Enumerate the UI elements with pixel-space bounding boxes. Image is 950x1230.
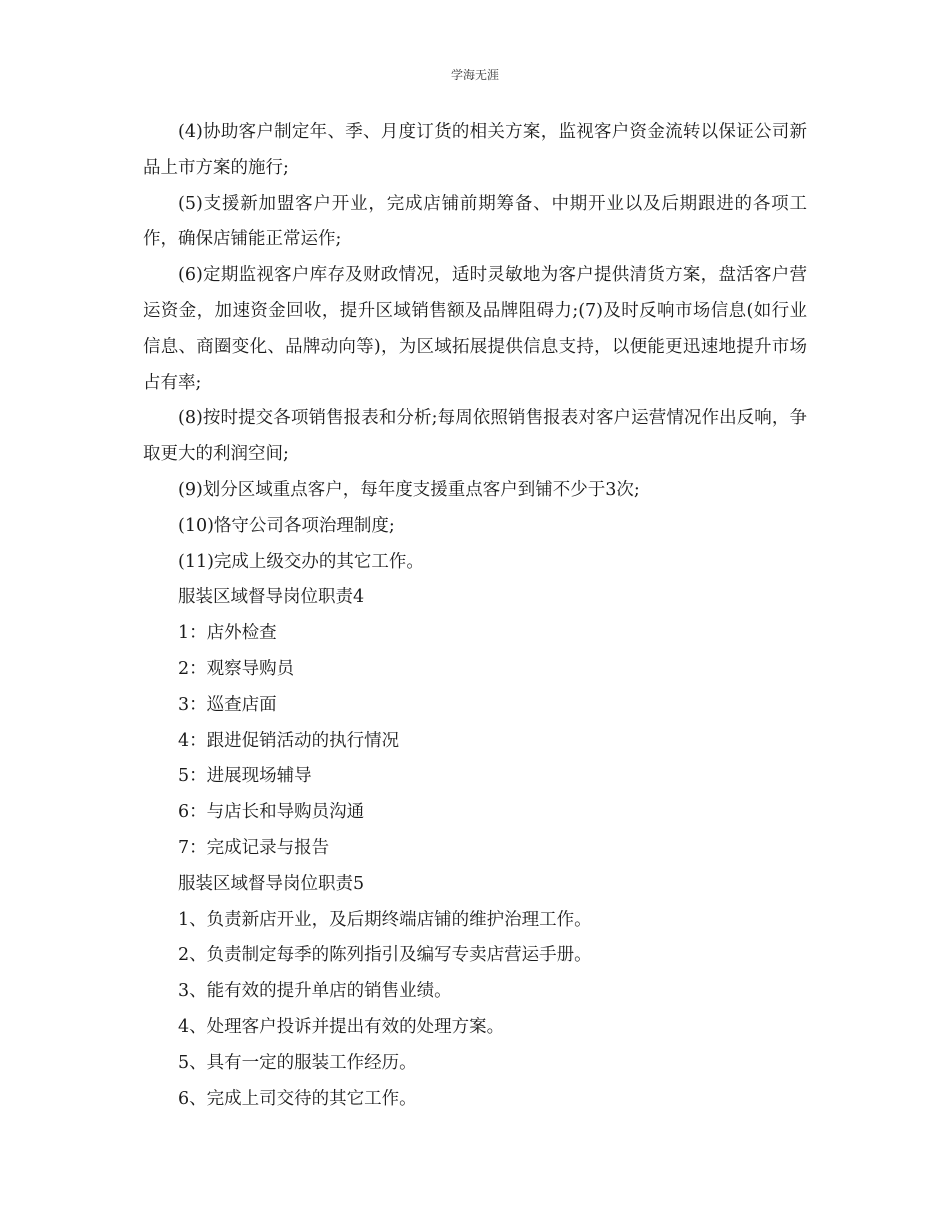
list-item: 7：完成记录与报告 <box>178 837 330 858</box>
list-item: 4：跟进促销活动的执行情况 <box>178 730 400 751</box>
paragraph: (11)完成上级交办的其它工作。 <box>178 551 424 572</box>
page-header: 学海无涯 <box>450 68 499 82</box>
list-item: 4、处理客户投诉并提出有效的处理方案。 <box>178 1016 505 1037</box>
paragraph: (6)定期监视客户库存及财政情况，适时灵敏地为客户提供清货方案，盘活客户营运资金，加速资金回收，提升区域销售额及品牌阻碍力;(7)及时反响市场信息(如行业信息、商圈变化、品牌动向等)，为区域拓展提供信息支持，以便能更迅速地提升市场占有率; <box>143 265 807 393</box>
document-body <box>143 115 807 1117</box>
section-heading: 服装区域督导岗位职责5 <box>178 873 365 894</box>
list-item: 5、具有一定的服装工作经历。 <box>178 1052 417 1073</box>
paragraph: (10)恪守公司各项治理制度; <box>178 515 395 536</box>
section-heading: 服装区域督导岗位职责4 <box>178 587 365 608</box>
list-item: 3、能有效的提升单店的销售业绩。 <box>178 981 452 1002</box>
paragraph: (8)按时提交各项销售报表和分析;每周依照销售报表对客户运营情况作出反响，争取更大的利润空间; <box>143 408 807 465</box>
paragraph: (5)支援新加盟客户开业，完成店铺前期筹备、中期开业以及后期跟进的各项工作，确保店铺能正常运作; <box>143 193 807 250</box>
list-item: 6：与店长和导购员沟通 <box>178 802 365 823</box>
list-item: 2：观察导购员 <box>178 658 295 679</box>
list-item: 5：进展现场辅导 <box>178 766 312 787</box>
paragraph: (4)协助客户制定年、季、月度订货的相关方案，监视客户资金流转以保证公司新品上市方案的施行; <box>143 122 807 178</box>
list-item: 6、完成上司交待的其它工作。 <box>178 1088 417 1109</box>
paragraph: (9)划分区域重点客户，每年度支援重点客户到铺不少于3次; <box>178 479 640 500</box>
list-item: 2、负责制定每季的陈列指引及编写专卖店营运手册。 <box>178 945 592 966</box>
list-item: 1、负责新店开业，及后期终端店铺的维护治理工作。 <box>178 909 592 930</box>
list-item: 3：巡查店面 <box>178 694 277 715</box>
list-item: 1：店外检查 <box>178 623 277 644</box>
